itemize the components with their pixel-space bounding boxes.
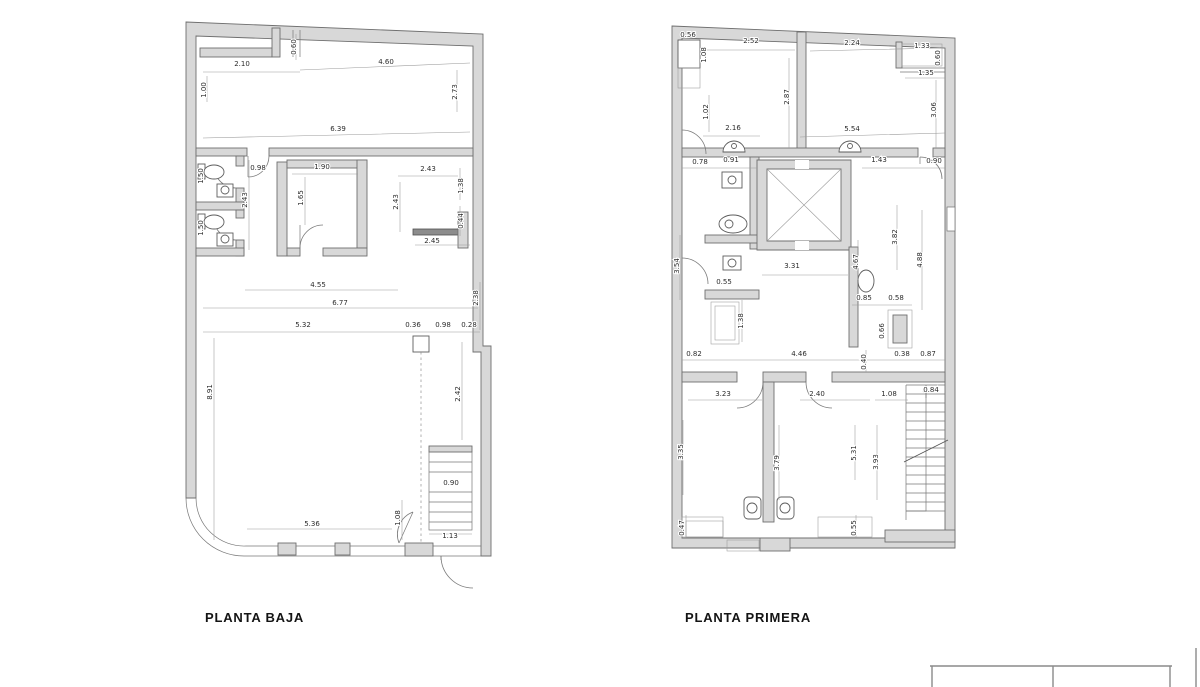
dimension-label: 4.88 — [916, 252, 924, 268]
dimension-label: 0.78 — [692, 158, 708, 166]
dimension-label: 1.50 — [197, 168, 205, 184]
dimension-label: 3.06 — [930, 102, 938, 118]
dimension-label: 0.91 — [723, 156, 739, 164]
dimension-label: 0.44 — [457, 213, 465, 229]
dimension-label: 0.84 — [923, 386, 939, 394]
dimension-label: 2.42 — [454, 386, 462, 402]
toilet-icon — [858, 270, 874, 292]
dimension-label: 3.23 — [715, 390, 731, 398]
elevator-shaft — [757, 160, 851, 250]
dimension-label: 1.43 — [871, 156, 887, 164]
toilet-icon — [204, 165, 224, 179]
dimension-labels — [673, 31, 942, 536]
dimension-label: 2.43 — [392, 194, 400, 210]
dimension-label: 2.38 — [472, 290, 480, 306]
dimension-label: 1.02 — [702, 104, 710, 120]
dimension-label: 2.52 — [743, 37, 759, 45]
dimension-label: 8.91 — [206, 384, 214, 400]
dimension-label: 1.38 — [737, 313, 745, 329]
dimension-label: 1.08 — [394, 510, 402, 526]
dimension-label: 2.10 — [234, 60, 250, 68]
dimension-label: 0.85 — [856, 294, 872, 302]
dimension-label: 6.39 — [330, 125, 346, 133]
dimension-label: 3.54 — [673, 258, 681, 274]
closet — [678, 40, 700, 68]
center-room — [277, 160, 367, 256]
toilet-icon — [204, 215, 224, 229]
dimension-label: 0.56 — [680, 31, 696, 39]
dimension-label: 4.67 — [852, 254, 860, 270]
dimension-label: 1.90 — [314, 163, 330, 171]
dimension-label: 2.45 — [424, 237, 440, 245]
dimension-label: 2.43 — [241, 192, 249, 208]
dimension-label: 4.60 — [378, 58, 394, 66]
dimension-label: 0.40 — [860, 354, 868, 370]
dimension-label: 0.38 — [894, 350, 910, 358]
outer-wall — [186, 22, 491, 556]
dimension-label: 0.87 — [920, 350, 936, 358]
dimension-label: 1.35 — [918, 69, 934, 77]
dimension-label: 0.36 — [405, 321, 421, 329]
dimension-label: 0.90 — [926, 157, 942, 165]
dimension-label: 1.08 — [700, 47, 708, 63]
dimension-label: 0.98 — [435, 321, 451, 329]
dimension-label: 0.98 — [250, 164, 266, 172]
dimension-label: 1.00 — [200, 82, 208, 98]
dimension-label: 3.82 — [891, 229, 899, 245]
dimension-label: 0.66 — [878, 323, 886, 339]
plan-title-planta-primera: PLANTA PRIMERA — [685, 610, 812, 625]
dimension-label: 0.47 — [678, 520, 686, 536]
dimension-label: 0.55 — [716, 278, 732, 286]
dimension-label: 2.40 — [809, 390, 825, 398]
plan-planta-primera — [672, 26, 955, 625]
dimension-label: 4.46 — [791, 350, 807, 358]
dimension-label: 1.65 — [297, 190, 305, 206]
radiator-icon — [413, 229, 460, 235]
dimension-label: 2.43 — [420, 165, 436, 173]
bathroom — [682, 157, 759, 344]
dimension-label: 5.31 — [850, 445, 858, 461]
dimension-label: 6.77 — [332, 299, 348, 307]
dimension-label: 1.13 — [442, 532, 458, 540]
dimension-label: 1.38 — [457, 178, 465, 194]
dimension-labels — [197, 39, 480, 540]
dimension-lines — [203, 34, 480, 540]
dimension-label: 0.60 — [934, 50, 942, 66]
dimension-label: 2.73 — [451, 84, 459, 100]
dimension-label: 5.54 — [844, 125, 860, 133]
dimension-label: 2.87 — [783, 89, 791, 105]
plan-planta-baja — [186, 22, 491, 625]
dimension-label: 3.79 — [773, 455, 781, 471]
dimension-label: 1.50 — [197, 220, 205, 236]
column — [413, 336, 429, 352]
dimension-label: 0.60 — [290, 39, 298, 55]
dimension-label: 5.32 — [295, 321, 311, 329]
dimension-label: 0.55 — [850, 520, 858, 536]
dimension-label: 0.28 — [461, 321, 477, 329]
outer-wall — [672, 26, 955, 548]
stairs — [904, 385, 948, 520]
dimension-label: 3.35 — [677, 444, 685, 460]
dimension-label: 4.55 — [310, 281, 326, 289]
dimension-label: 2.16 — [725, 124, 741, 132]
dimension-label: 5.36 — [304, 520, 320, 528]
dimension-label: 1.33 — [914, 42, 930, 50]
dimension-label: 1.08 — [881, 390, 897, 398]
title-block — [930, 648, 1196, 687]
dimension-label: 0.90 — [443, 479, 459, 487]
dimension-label: 0.58 — [888, 294, 904, 302]
plan-title-planta-baja: PLANTA BAJA — [205, 610, 305, 625]
dimension-label: 3.31 — [784, 262, 800, 270]
dimension-label: 3.93 — [872, 454, 880, 470]
stairs — [397, 446, 472, 543]
dimension-label: 2.24 — [844, 39, 860, 47]
dimension-label: 0.82 — [686, 350, 702, 358]
